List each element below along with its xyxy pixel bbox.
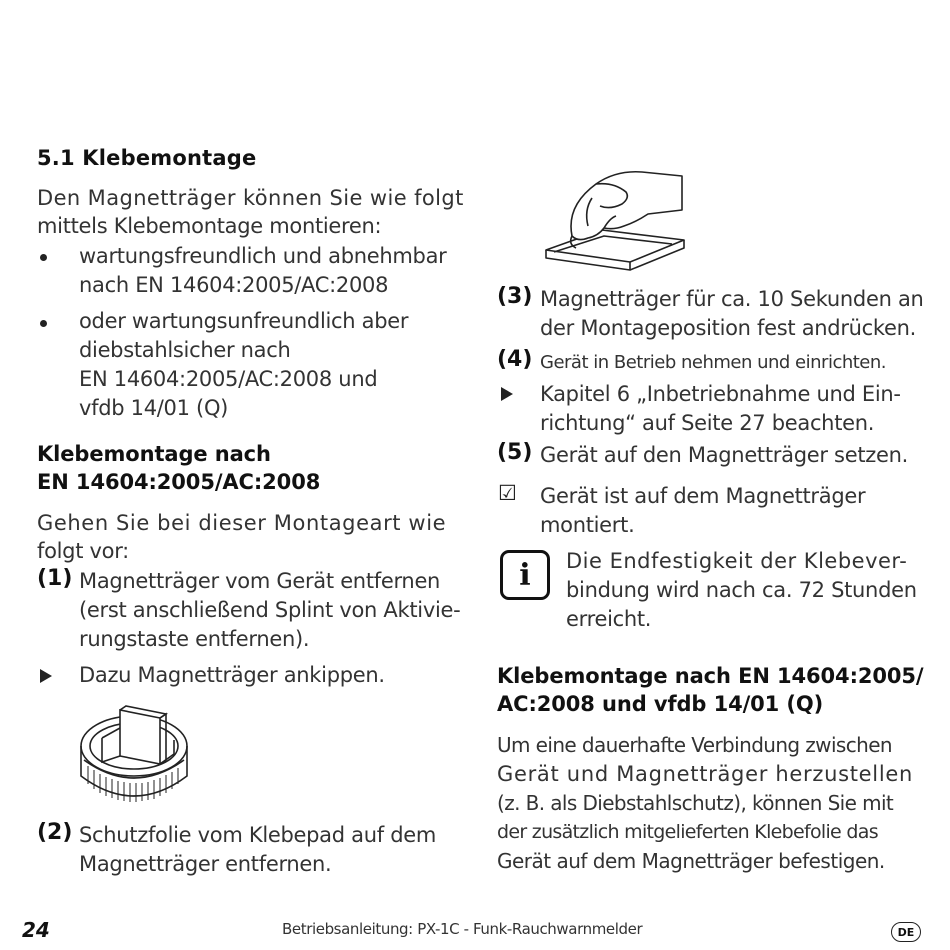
para-2-line-3: (z. B. als Diebstahlschutz), können Sie mit [497, 791, 894, 815]
arrow-bullet-icon [501, 387, 513, 401]
check-line-1: Gerät ist auf dem Magnetträger [540, 484, 866, 508]
step-5-text: Gerät auf den Magnetträger setzen. [540, 443, 908, 467]
step-3-line-2: der Montageposition fest andrücken. [540, 316, 917, 340]
para-2-line-5: Gerät auf dem Magnetträger befestigen. [497, 849, 885, 873]
step-3-number: (3) [497, 284, 533, 309]
arrow-2-line-1: Kapitel 6 „Inbetriebnahme und Ein- [540, 382, 901, 406]
bullet-2-line-1: oder wartungsunfreundlich aber [79, 309, 409, 333]
para-line-1: Gehen Sie bei dieser Montageart wie [37, 511, 447, 535]
step-5-number: (5) [497, 440, 533, 465]
check-line-2: montiert. [540, 513, 635, 537]
subheading-2-line-2: AC:2008 und vfdb 14/01 (Q) [497, 692, 824, 716]
checkbox-icon: ☑ [498, 481, 517, 505]
intro-line-2: mittels Klebemontage montieren: [37, 214, 382, 238]
info-line-1: Die Endfestigkeit der Klebever- [566, 549, 908, 573]
step-1-line-3: rungstaste entfernen). [79, 627, 310, 651]
section-heading: 5.1 Klebemontage [37, 146, 257, 170]
para-2-line-1: Um eine dauerhafte Verbindung zwischen [497, 733, 892, 757]
para-2-line-4: der zusätzlich mitgelieferten Klebefolie das [497, 821, 878, 843]
bullet-1-line-2: nach EN 14604:2005/AC:2008 [79, 273, 389, 297]
subheading-1-line-2: EN 14604:2005/AC:2008 [37, 470, 321, 494]
para-2-line-2: Gerät und Magnetträger herzustellen [497, 762, 913, 786]
language-badge-label: DE [897, 925, 915, 939]
step-4-text: Gerät in Betrieb nehmen und einrichten. [540, 352, 887, 373]
step-3-line-1: Magnetträger für ca. 10 Sekunden an [540, 287, 924, 311]
info-icon [500, 550, 550, 600]
info-line-3: erreicht. [566, 607, 652, 631]
para-line-2: folgt vor: [37, 539, 129, 563]
bullet-dot [40, 254, 47, 261]
bullet-1-line-1: wartungsfreundlich und abnehmbar [79, 244, 447, 268]
arrow-2-line-2: richtung“ auf Seite 27 beachten. [540, 411, 875, 435]
bullet-2-line-3: EN 14604:2005/AC:2008 und [79, 367, 378, 391]
intro-line-1: Den Magnetträger können Sie wie folgt [37, 186, 464, 210]
magnet-holder-illustration [76, 688, 194, 814]
subheading-2-line-1: Klebemontage nach EN 14604:2005/ [497, 664, 924, 688]
hand-pressing-illustration [544, 152, 686, 272]
bullet-2-line-2: diebstahlsicher nach [79, 338, 291, 362]
step-2-number: (2) [37, 820, 73, 845]
step-2-line-1: Schutzfolie vom Klebepad auf dem [79, 823, 436, 847]
arrow-bullet-icon [40, 669, 52, 683]
info-icon-glyph: i [519, 557, 531, 593]
page-number: 24 [22, 918, 50, 942]
subheading-1-line-1: Klebemontage nach [37, 442, 271, 466]
language-badge [891, 922, 921, 942]
bullet-dot [40, 320, 47, 327]
step-1-line-2: (erst anschließend Splint von Aktivie- [79, 598, 461, 622]
footer-title: Betriebsanleitung: PX-1C - Funk-Rauchwarnmelder [282, 920, 643, 938]
info-line-2: bindung wird nach ca. 72 Stunden [566, 578, 917, 602]
step-1-number: (1) [37, 566, 73, 591]
step-4-number: (4) [497, 347, 533, 372]
arrow-1-text: Dazu Magnetträger ankippen. [79, 663, 385, 687]
step-2-line-2: Magnetträger entfernen. [79, 852, 332, 876]
bullet-2-line-4: vfdb 14/01 (Q) [79, 396, 229, 420]
step-1-line-1: Magnetträger vom Gerät entfernen [79, 569, 441, 593]
